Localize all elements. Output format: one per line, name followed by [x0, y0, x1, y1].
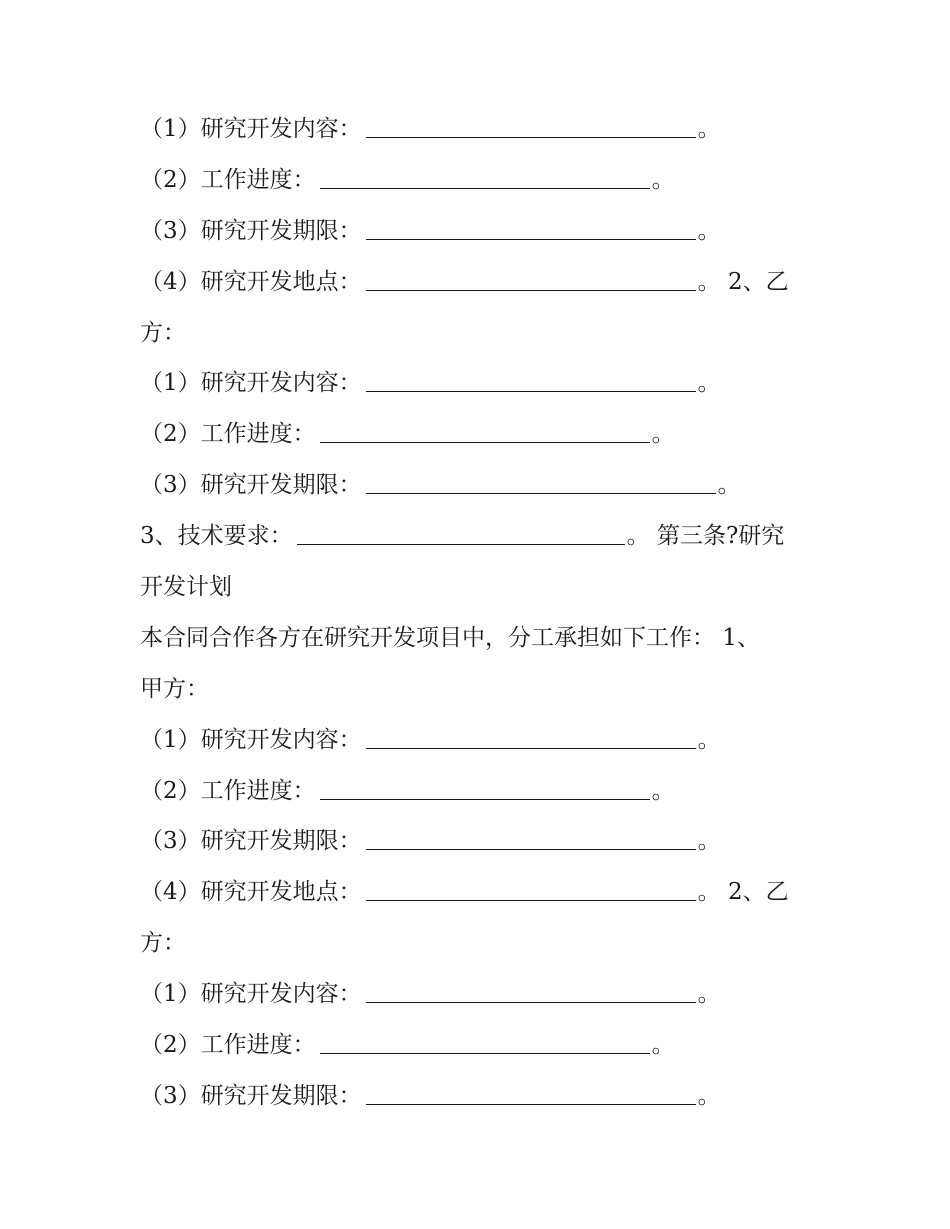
- line-text: （2）工作进度：: [140, 166, 316, 193]
- fill-in-blank: [366, 724, 696, 749]
- line-text: （4）研究开发地点：: [140, 268, 362, 295]
- document-line: [140, 969, 820, 1020]
- document-line: [140, 104, 820, 155]
- line-text: （2）工作进度：: [140, 421, 316, 448]
- line-text: （3）研究开发期限：: [140, 217, 362, 244]
- line-text: 方：: [140, 930, 186, 957]
- line-tail: 。 2、乙: [697, 268, 789, 295]
- document-line: [140, 613, 820, 664]
- fill-in-blank: [320, 418, 650, 443]
- fill-in-blank: [366, 215, 696, 240]
- document-line: [140, 1020, 820, 1071]
- document-line: [140, 511, 820, 562]
- line-tail: 。: [697, 1082, 721, 1109]
- document-line: [140, 664, 820, 715]
- line-text: 本合同合作各方在研究开发项目中，分工承担如下工作： 1、: [140, 624, 760, 651]
- line-text: 甲方：: [140, 675, 209, 702]
- line-tail: 。: [697, 217, 721, 244]
- fill-in-blank: [366, 266, 696, 291]
- line-text: （2）工作进度：: [140, 1032, 316, 1059]
- document-line: [140, 918, 820, 969]
- document-line: [140, 206, 820, 257]
- fill-in-blank: [320, 1029, 650, 1054]
- document-line: [140, 308, 820, 359]
- fill-in-blank: [366, 1080, 696, 1105]
- fill-in-blank: [320, 164, 650, 189]
- line-text: （1）研究开发内容：: [140, 116, 362, 142]
- line-tail: 。: [697, 981, 721, 1008]
- line-text: （1）研究开发内容：: [140, 726, 362, 753]
- line-text: （1）研究开发内容：: [140, 370, 362, 397]
- document-line: [140, 766, 820, 817]
- document-line: [140, 1071, 820, 1122]
- line-tail: 。: [697, 828, 721, 855]
- line-tail: 。: [697, 370, 721, 397]
- line-text: （4）研究开发地点：: [140, 879, 362, 906]
- document-line: [140, 715, 820, 766]
- fill-in-blank: [366, 978, 696, 1003]
- line-tail: 。 2、乙: [697, 879, 789, 906]
- line-tail: 。: [717, 472, 741, 499]
- fill-in-blank: [366, 876, 696, 901]
- line-tail: 。: [651, 1032, 675, 1059]
- line-text: （3）研究开发期限：: [140, 828, 362, 855]
- document-line: [140, 155, 820, 206]
- fill-in-blank: [320, 775, 650, 800]
- document-line: [140, 257, 820, 308]
- fill-in-blank: [366, 825, 696, 850]
- document-page: [140, 104, 820, 1122]
- document-line: [140, 816, 820, 867]
- document-line: [140, 358, 820, 409]
- fill-in-blank: [366, 469, 716, 494]
- line-tail: 。 第三条?研究: [626, 523, 785, 550]
- line-tail: 。: [697, 726, 721, 753]
- line-tail: 。: [651, 421, 675, 448]
- document-line: [140, 409, 820, 460]
- document-line: [140, 460, 820, 511]
- line-text: 开发计划: [140, 574, 232, 601]
- line-text: 方：: [140, 319, 186, 346]
- document-line: [140, 562, 820, 613]
- document-line: [140, 867, 820, 918]
- line-text: 3、技术要求：: [140, 523, 293, 550]
- line-tail: 。: [697, 116, 721, 142]
- fill-in-blank: [366, 367, 696, 392]
- line-tail: 。: [651, 777, 675, 804]
- fill-in-blank: [366, 113, 696, 138]
- fill-in-blank: [297, 520, 625, 545]
- line-text: （1）研究开发内容：: [140, 981, 362, 1008]
- line-text: （3）研究开发期限：: [140, 1082, 362, 1109]
- line-text: （2）工作进度：: [140, 777, 316, 804]
- line-tail: 。: [651, 166, 675, 193]
- line-text: （3）研究开发期限：: [140, 472, 362, 499]
